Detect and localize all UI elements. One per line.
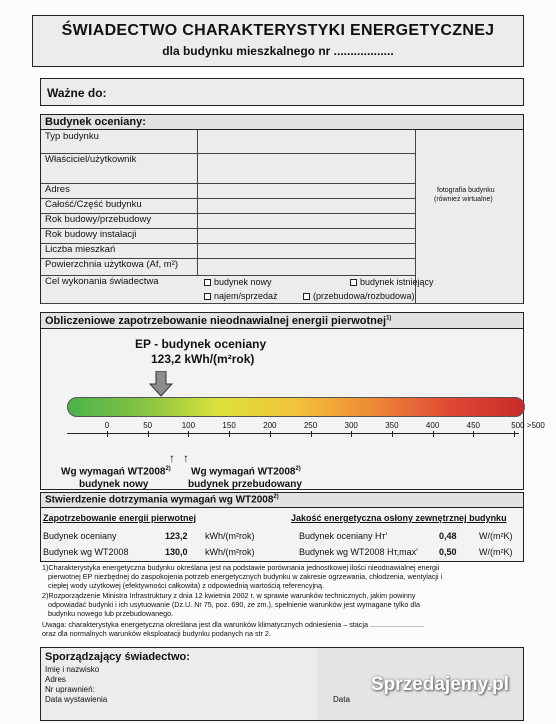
- scale-tick: [188, 431, 189, 437]
- primary-row-1-unit: kWh/(m²rok): [205, 531, 255, 541]
- footnote-2-line-1: 2)Rozporządzenie Ministra Infrastruktury z dnia 12 kwietnia 2002 r. w sprawie warunków technicznych, jakim powinny: [42, 591, 416, 600]
- author-address-label: Adres: [45, 675, 66, 684]
- author-heading: Sporządzający świadectwo:: [45, 651, 190, 663]
- scale-tick-label: 50: [143, 421, 153, 430]
- envelope-row-1-label: Budynek oceniany Hт': [299, 531, 388, 541]
- checkbox-existing-building-label: budynek istniejący: [360, 277, 434, 287]
- scale-tick: [311, 431, 312, 437]
- footnote-1-line-2: pierwotnej EP niezbędnej do zaspokojenia potrzeb energetycznych budynku w zakresie ogrzewania, chłodzenia, wentylacji i: [48, 572, 443, 581]
- scale-tick-label: 500 >500: [511, 421, 545, 430]
- checkbox-new-building-label: budynek nowy: [214, 277, 272, 287]
- building-row-label: Rok budowy/przebudowy: [45, 214, 152, 225]
- scale-tick-label: 350: [385, 421, 399, 430]
- building-section: [40, 114, 524, 304]
- building-row-label: Cel wykonania świadectwa: [45, 276, 159, 287]
- compliance-section: [40, 492, 524, 562]
- note-line-1: Uwaga: charakterystyka energetyczna określana jest dla warunków klimatycznych odniesienia – stacja ...........................: [42, 620, 424, 629]
- primary-row-1-label: Budynek oceniany: [43, 531, 117, 541]
- building-row-label: Właściciel/użytkownik: [45, 154, 137, 165]
- scale-tick-label: 100: [181, 421, 196, 430]
- building-row-divider: [41, 183, 415, 184]
- building-row-label: Liczba mieszkań: [45, 244, 116, 255]
- building-row-label: Rok budowy instalacji: [45, 229, 137, 240]
- checkbox-rent-sale-label: najem/sprzedaż: [214, 291, 278, 301]
- document-subtitle: dla budynku mieszkalnego nr ..................: [162, 44, 394, 58]
- primary-row-2-value: 130,0: [165, 547, 188, 557]
- note-line-2: oraz dla normalnych warunków eksploatacji budynku podanych na str 2.: [42, 629, 271, 638]
- ep-label: EP - budynek oceniany: [135, 337, 267, 351]
- building-heading-bar: [41, 115, 523, 130]
- author-name-label: Imię i nazwisko: [45, 665, 100, 674]
- checkbox-rebuild-label: (przebudowa/rozbudowa): [313, 291, 415, 301]
- envelope-quality-title: Jakość energetyczna osłony zewnętrznej budynku: [291, 513, 507, 523]
- scale-tick-label: 450: [466, 421, 480, 430]
- scale-tick: [148, 431, 149, 437]
- envelope-row-1-value: 0,48: [439, 531, 457, 541]
- scale-axis-line: [67, 433, 519, 434]
- envelope-row-2-label: Budynek wg WT2008 Hт,max': [299, 547, 418, 557]
- checkbox-new-building[interactable]: [204, 277, 272, 287]
- scale-tick: [351, 431, 352, 437]
- ep-value: 123,2 kWh/(m²rok): [151, 352, 255, 366]
- primary-energy-title: Zapotrzebowanie energii pierwotnej: [43, 513, 197, 523]
- label-column-divider: [197, 130, 198, 275]
- scale-tick: [433, 431, 434, 437]
- envelope-row-2-value: 0,50: [439, 547, 457, 557]
- footnote-2-line-2: odpowiadać budynki i ich usytuowanie (Dz.U. Nr 75, poz. 690, ze zm.), spełnienie warunków jest wymagane tylko dla: [48, 600, 420, 609]
- valid-until-box: [40, 78, 524, 106]
- building-heading: Budynek oceniany:: [45, 116, 146, 128]
- document-title: ŚWIADECTWO CHARAKTERYSTYKI ENERGETYCZNEJ: [61, 22, 495, 39]
- watermark-logo: Sprzedajemy.pl: [371, 674, 509, 695]
- author-date-label: Data wystawienia: [45, 695, 108, 704]
- building-row-label: Całość/Część budynku: [45, 199, 142, 210]
- scale-tick: [270, 431, 271, 437]
- checkbox-rent-sale[interactable]: [204, 291, 278, 301]
- photo-label-2: (również wirtualne): [434, 196, 493, 203]
- energy-scale-bar: [67, 397, 525, 417]
- scale-tick: [107, 431, 108, 437]
- scale-tick: [392, 431, 393, 437]
- req-rebuilt-arrow-icon: ↑: [183, 451, 189, 465]
- valid-until-label: Ważne do:: [47, 86, 107, 100]
- footnote-1-line-3: ciepłej wody użytkowej (efektywności całkowita) z odpowiednią wartością referencyjną.: [48, 581, 325, 590]
- scale-tick-label: 150: [222, 421, 236, 430]
- envelope-row-2-unit: W/(m²K): [479, 547, 513, 557]
- ep-marker-arrow-icon: [149, 371, 173, 397]
- checkbox-rebuild[interactable]: [303, 291, 415, 301]
- building-row-divider: [41, 303, 523, 304]
- footnote-1-line-1: 1)Charakterystyka energetyczna budynku określana jest na podstawie porównania jednostkowej ilości nieodnawialnej energii: [42, 563, 440, 572]
- sign-date-label: Data: [333, 695, 350, 704]
- req-rebuilt-sublabel: budynek przebudowany: [188, 479, 302, 490]
- primary-row-1-value: 123,2: [165, 531, 188, 541]
- footnote-2-line-3: budynku nowego lub przebudowanego.: [48, 609, 174, 618]
- compliance-heading-bar: [41, 493, 523, 508]
- scale-tick: [514, 431, 515, 437]
- envelope-row-1-unit: W/(m²K): [479, 531, 513, 541]
- req-rebuilt-label: Wg wymagań WT2008$^{2)}$: [191, 466, 301, 478]
- compliance-heading: Stwierdzenie dotrzymania wymagań wg WT2008$^{2)}$: [45, 494, 279, 506]
- req-new-label: Wg wymagań WT2008$^{2)}$: [61, 466, 171, 478]
- energy-heading: Obliczeniowe zapotrzebowanie nieodnawialnej energii pierwotnej$^{1)}$: [45, 315, 392, 327]
- building-row-label: Typ budynku: [45, 131, 99, 142]
- scale-tick-label: 300: [344, 421, 358, 430]
- photo-label-1: fotografia budynku: [437, 187, 495, 194]
- scale-tick-label: 250: [303, 421, 318, 430]
- primary-row-2-label: Budynek wg WT2008: [43, 547, 129, 557]
- scale-tick: [229, 431, 230, 437]
- energy-section: [40, 312, 545, 490]
- energy-heading-bar: [41, 313, 523, 329]
- author-license-label: Nr uprawnień:: [45, 685, 95, 694]
- scale-tick-label: 400: [425, 421, 440, 430]
- req-new-sublabel: budynek nowy: [79, 479, 149, 490]
- scale-tick-label: 0: [104, 421, 110, 430]
- primary-row-2-unit: kWh/(m²rok): [205, 547, 255, 557]
- scale-tick-label: 200: [263, 421, 277, 430]
- building-row-label: Adres: [45, 184, 70, 195]
- title-box: [32, 15, 524, 67]
- scale-tick: [473, 431, 474, 437]
- req-new-arrow-icon: ↑: [169, 451, 175, 465]
- author-section: [40, 647, 524, 721]
- checkbox-existing-building[interactable]: [350, 277, 434, 287]
- building-row-label: Powierzchnia użytkowa (Af, m²): [45, 259, 179, 270]
